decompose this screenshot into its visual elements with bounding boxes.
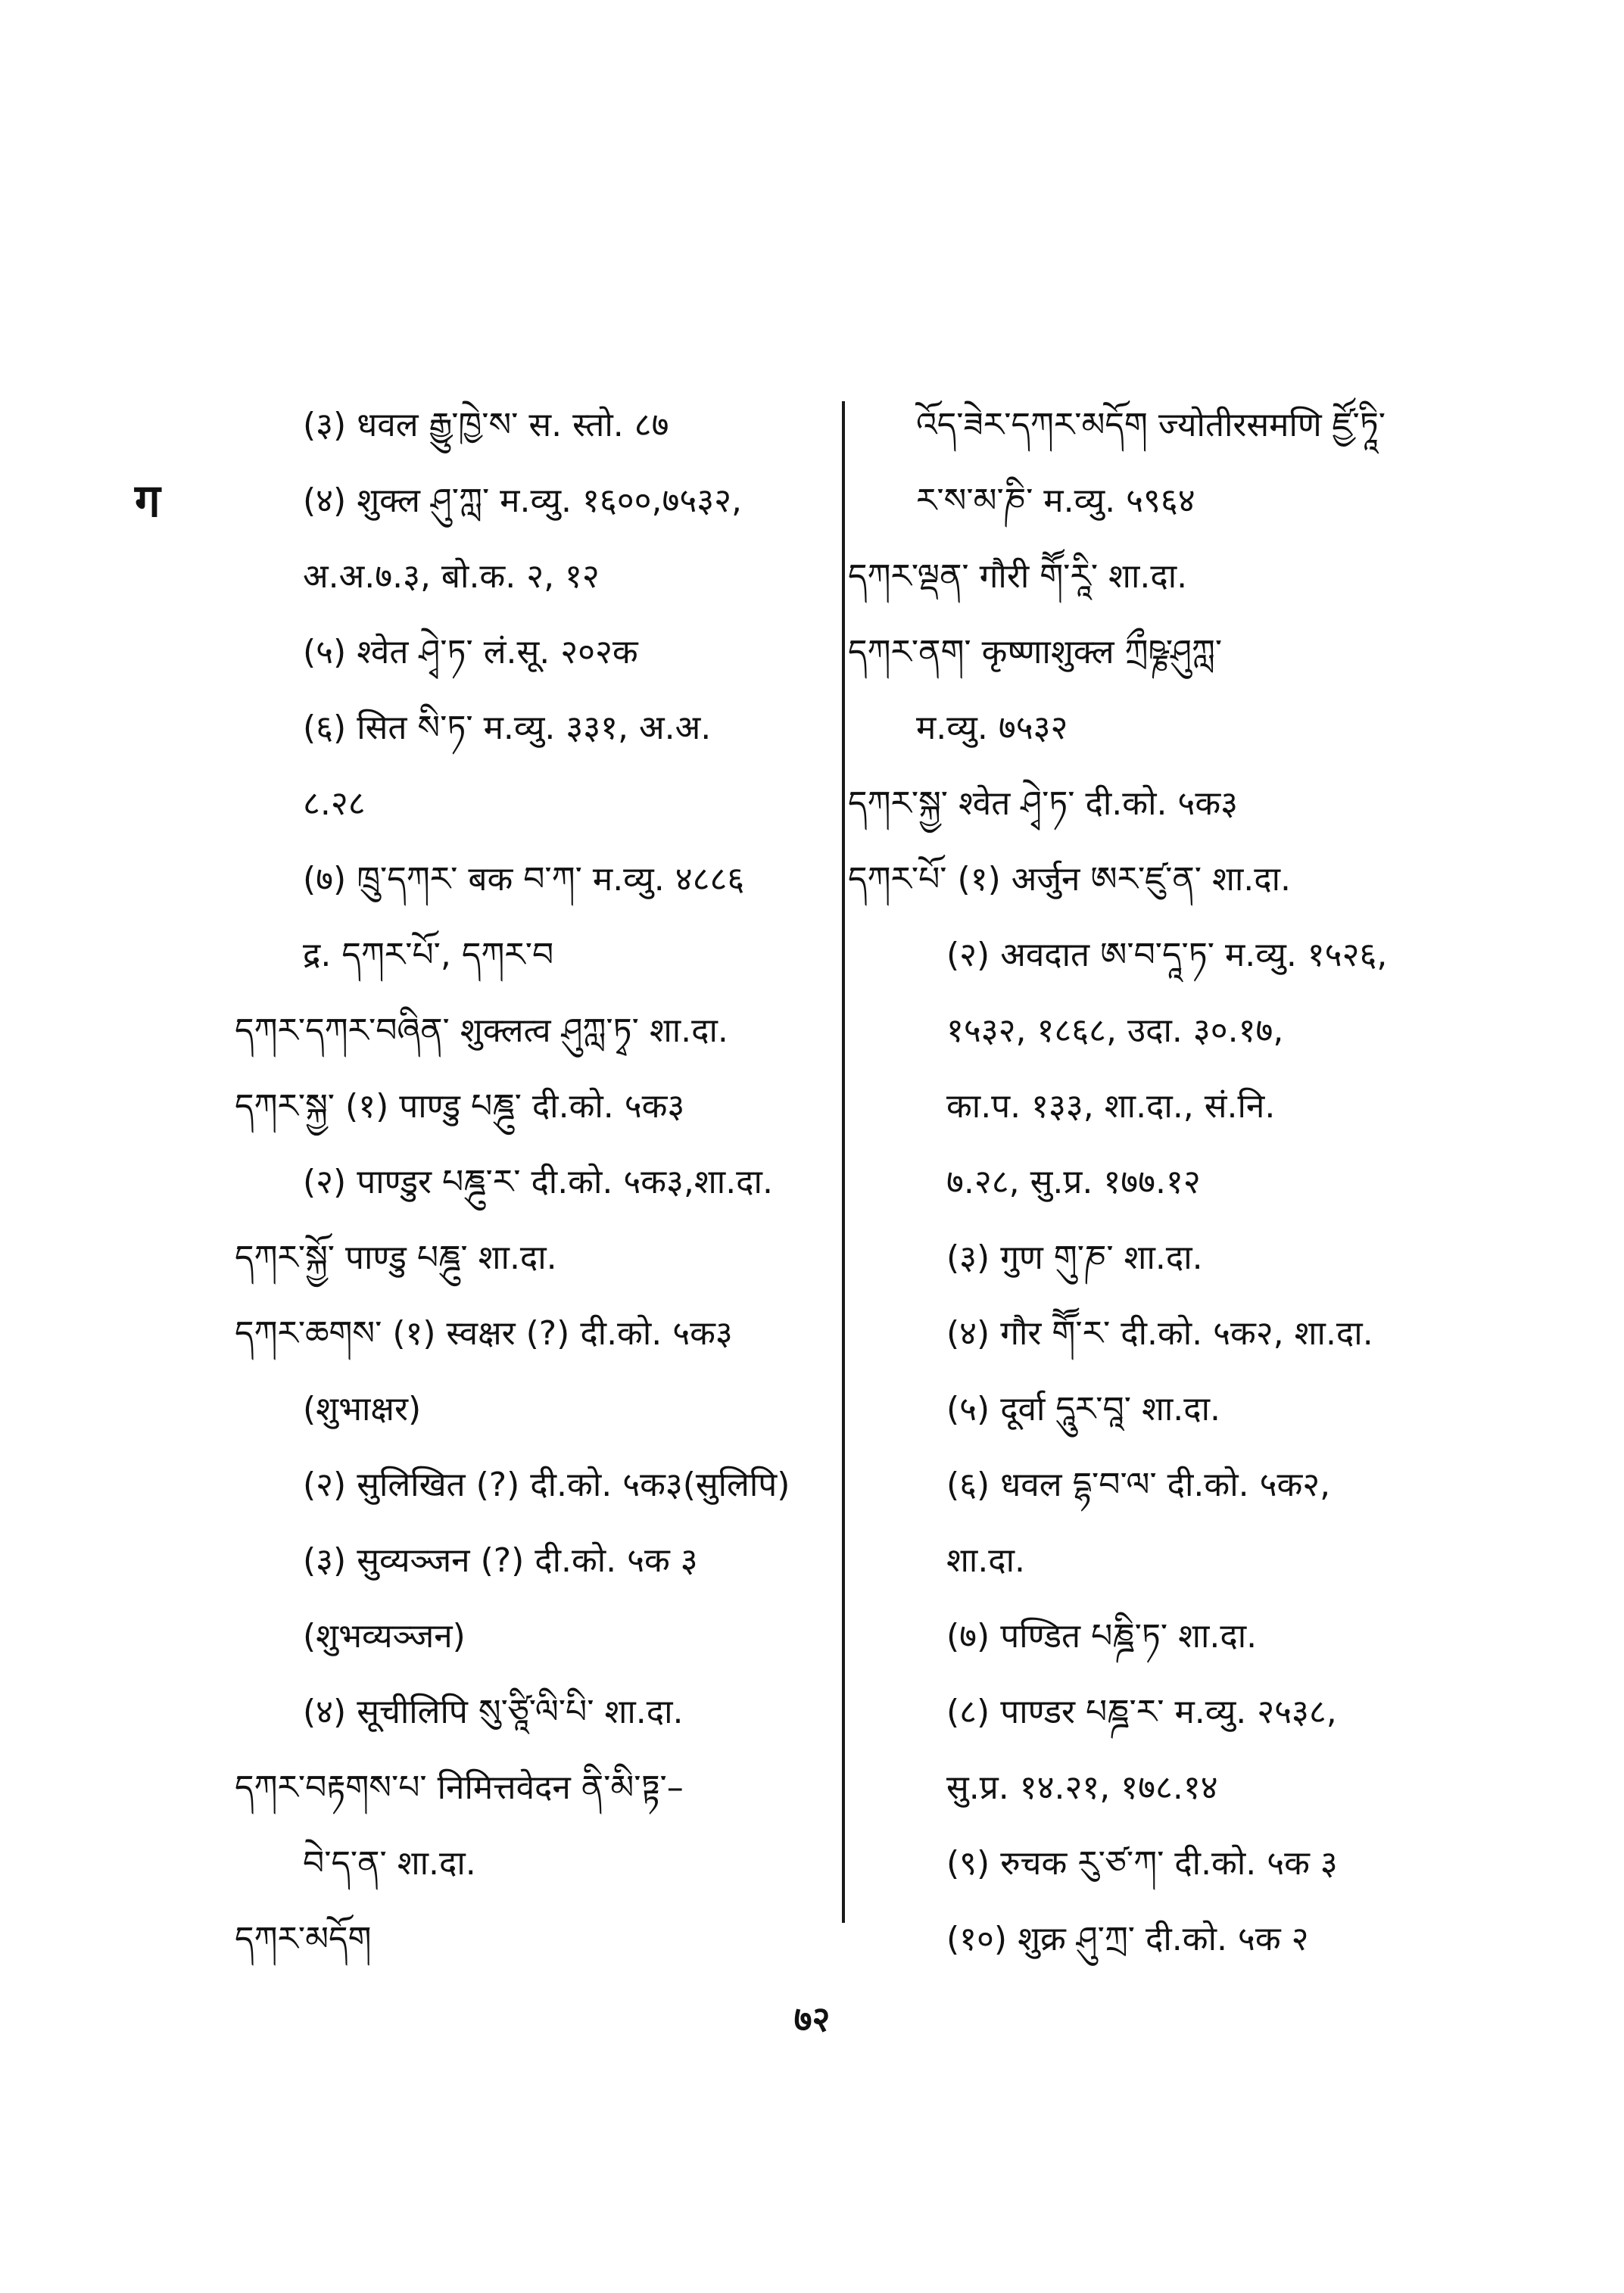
entry-line: (९) रुचक རུ་ཙ་ཀ་ दी.को. ५क ३	[946, 1844, 1338, 1883]
entry-line: १५३२, १८६८, उदा. ३०.१७,	[946, 1011, 1284, 1050]
entry-line: म.व्यु. ७५३२	[916, 709, 1068, 747]
entry-line: བེ་ད་ན་ शा.दा.	[303, 1844, 476, 1883]
section-marker: ग	[135, 475, 161, 528]
column-divider	[842, 401, 845, 1923]
entry-line: (४) शुक्ल ཤུ་ཀླ་ म.व्यु. १६००,७५३२,	[303, 481, 743, 520]
entry-line: (७) पण्डित པཎྜི་ཏ་ शा.दा.	[946, 1617, 1258, 1656]
entry-line: (५) दूर्वा དཱུར་བཱ་ शा.दा.	[946, 1390, 1221, 1428]
entry-line: དཀར་ཆགས་ (१) स्वक्षर (?) दी.को. ५क३	[235, 1314, 733, 1353]
entry-line: (२) अवदात ཨ་བ་དཱ་ཏ་ म.व्यु. १५२६,	[946, 936, 1388, 974]
entry-line: (४) सूचीलिपि སུ་ཙཱི་ལི་པི་ शा.दा.	[303, 1693, 684, 1731]
entry-line: (१०) शुक्र ཤུ་ཀྲ་ दी.को. ५क २	[946, 1920, 1309, 1958]
entry-line: ७.२८, सु.प्र. १७७.१२	[946, 1163, 1201, 1201]
right-column	[848, 388, 1529, 1977]
entry-line: (२) सुलिखित (?) दी.को. ५क३(सुलिपि)	[303, 1466, 790, 1504]
entry-line: (८) पाण्डर པཎྜ་ར་ म.व्यु. २५३८,	[946, 1693, 1337, 1731]
page-number: ७२	[793, 1999, 831, 2039]
entry-line: (४) गौर གཽ་ར་ दी.को. ५क२, शा.दा.	[946, 1314, 1373, 1353]
entry-line: शा.दा.	[946, 1541, 1026, 1580]
entry-line: ८.२८	[303, 784, 366, 823]
entry-line: (६) सित སི་ཏ་ म.व्यु. ३३१, अ.अ.	[303, 709, 712, 747]
entry-line: (७) ཁྲུ་དཀར་ बक བ་ཀ་ म.व्यु. ४८८६	[303, 860, 745, 899]
entry-line: དཀར་སྐྱ་ (१) पाण्डु པཎྜུ་ दी.को. ५क३	[235, 1087, 685, 1126]
entry-line: (३) सुव्यञ्जन (?) दी.को. ५क ३	[303, 1541, 698, 1580]
entry-line: (३) गुण གུ་ཎ་ शा.दा.	[946, 1238, 1203, 1277]
entry-line: དཀར་པོ་ (१) अर्जुन ཨར་ཛུ་ན་ शा.दा.	[848, 860, 1292, 899]
entry-line: द्र. དཀར་པོ་, དཀར་བ	[303, 936, 554, 974]
entry-line: (२) पाण्डुर པཎྜུ་ར་ दी.को. ५क३,शा.दा.	[303, 1163, 773, 1201]
entry-line: དཀར་མདོག	[235, 1920, 372, 1958]
entry-line: འོད་ཟེར་དཀར་མདོག ज्योतीरसमणि ཛྱོ་ཏཱི་	[916, 406, 1386, 444]
entry-line: (५) श्वेत ཤྭེ་ཏ་ लं.सू. २०२क	[303, 633, 638, 671]
entry-line: का.प. १३३, शा.दा., सं.नि.	[946, 1087, 1276, 1126]
entry-line: ར་ས་མ་ཎི་ म.व्यु. ५९६४	[916, 481, 1195, 520]
entry-line: དཀར་ལྡན་ गौरी གཽ་རཱི་ शा.दा.	[848, 557, 1188, 596]
entry-line: (६) धवल དྷ་བ་ལ་ दी.को. ५क२,	[946, 1466, 1331, 1504]
entry-line: དཀར་སྐྱོ་ पाण्डु པཎྜུ་ शा.दा.	[235, 1238, 557, 1277]
entry-line: དཀར་བརྟགས་པ་ निमित्तवेदन ནི་མི་ཏྟ་–	[235, 1768, 684, 1807]
entry-line: (शुभाक्षर)	[303, 1390, 422, 1428]
entry-line: དཀར་སྐྱ་ श्वेत ཤྭེ་ཏ་ दी.को. ५क३	[848, 784, 1238, 823]
entry-line: དཀར་དཀར་བཞིན་ शुक्लत्व ཤུཀླ་ཏྭ་ शा.दा.	[235, 1011, 728, 1050]
entry-line: सु.प्र. १४.२१, १७८.१४	[946, 1768, 1218, 1807]
entry-line: དཀར་ནག་ कृष्णाशुक्ल ཀྲྀཥྞ་ཤུཀླ་	[848, 633, 1223, 671]
entry-line: अ.अ.७.३, बो.क. २, १२	[303, 557, 600, 596]
left-column	[235, 388, 833, 1977]
entry-line: (३) धवल རྒྱུ་ཁྱེ་ས་ स. स्तो. ८७	[303, 406, 669, 444]
entry-line: (शुभव्यञ्जन)	[303, 1617, 466, 1656]
